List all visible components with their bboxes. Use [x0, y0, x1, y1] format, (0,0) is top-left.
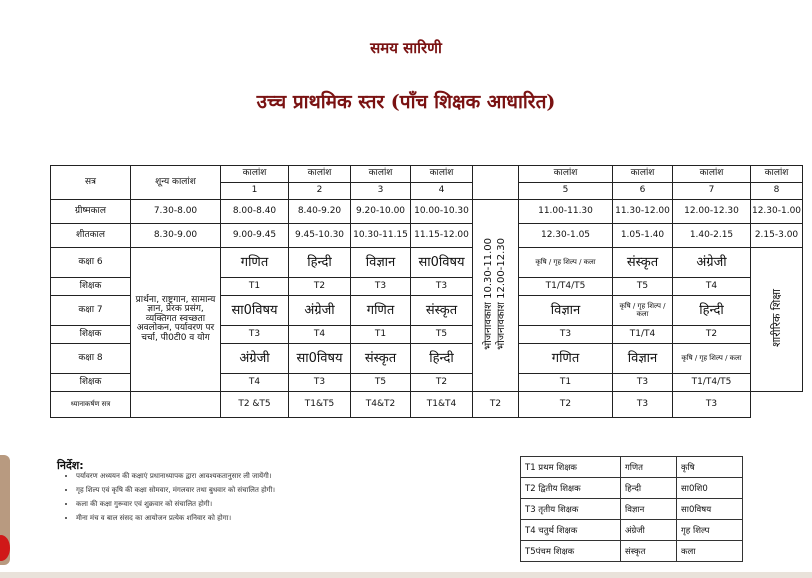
class7-subject: विज्ञान: [519, 296, 613, 326]
period-number: 1: [221, 183, 289, 200]
class7-teacher: T3: [221, 326, 289, 344]
class8-subject: संस्कृत: [351, 344, 411, 374]
notes-title: निर्देश:: [57, 459, 84, 472]
winter-time: 10.30-11.15: [351, 224, 411, 248]
period-number: 5: [519, 183, 613, 200]
summer-time: 10.00-10.30: [411, 200, 473, 224]
period-header: कालांश: [351, 166, 411, 183]
teacher-row-label: शिक्षक: [51, 374, 131, 392]
class6-subject: सा0विषय: [411, 248, 473, 278]
meditation-value: T3: [673, 392, 751, 418]
winter-time: 9.45-10.30: [289, 224, 351, 248]
lunch-summer: भोजनावकाश 10.30-11.00: [482, 237, 494, 350]
class6-subject: संस्कृत: [613, 248, 673, 278]
meditation-value: T2 &T5: [221, 392, 289, 418]
legend-teacher: T1 प्रथम शिक्षक: [521, 457, 621, 478]
meditation-zero-blank: [131, 392, 221, 418]
class6-teacher: T4: [673, 278, 751, 296]
class6-subject: गणित: [221, 248, 289, 278]
meditation-value: T2: [519, 392, 613, 418]
class6-subject: हिन्दी: [289, 248, 351, 278]
summer-time: 9.20-10.00: [351, 200, 411, 224]
period-header: कालांश: [289, 166, 351, 183]
class7-teacher: T1: [351, 326, 411, 344]
legend-teacher: T4 चतुर्थ शिक्षक: [521, 520, 621, 541]
period-header: कालांश: [673, 166, 751, 183]
legend-subject: अंग्रेजी: [621, 520, 677, 541]
class8-teacher: T1/T4/T5: [673, 374, 751, 392]
meditation-value: T1&T5: [289, 392, 351, 418]
period-header: कालांश: [613, 166, 673, 183]
legend-subject: हिन्दी: [621, 478, 677, 499]
class8-teacher: T1: [519, 374, 613, 392]
summer-time: 11.30-12.00: [613, 200, 673, 224]
teacher-legend: [520, 456, 743, 562]
summer-time: 8.40-9.20: [289, 200, 351, 224]
session-header: सत्र: [51, 166, 131, 200]
meditation-label: ध्यानाकर्षण सत्र: [51, 392, 131, 418]
legend-subject: विज्ञान: [621, 499, 677, 520]
lunch-winter: भोजनावकाश 12.00-12.30: [495, 237, 507, 350]
legend-teacher: T5पंचम शिक्षक: [521, 541, 621, 562]
class6-teacher: T3: [411, 278, 473, 296]
teacher-row-label: शिक्षक: [51, 326, 131, 344]
physical-education-cell: [751, 248, 803, 392]
legend-subject: कृषि: [677, 457, 743, 478]
winter-time: 9.00-9.45: [221, 224, 289, 248]
class8-teacher: T3: [289, 374, 351, 392]
class8-subject: विज्ञान: [613, 344, 673, 374]
class8-subject: अंग्रेजी: [221, 344, 289, 374]
legend-subject: गृह शिल्प: [677, 520, 743, 541]
class8-label: कक्षा 8: [51, 344, 131, 374]
period-header: कालांश: [519, 166, 613, 183]
class8-teacher: T4: [221, 374, 289, 392]
class7-teacher: T2: [673, 326, 751, 344]
class6-teacher: T5: [613, 278, 673, 296]
physical-education-label: शारीरिक शिक्षा: [769, 288, 783, 347]
class7-teacher: T5: [411, 326, 473, 344]
class7-subject: हिन्दी: [673, 296, 751, 326]
summer-zero-time: 7.30-8.00: [131, 200, 221, 224]
notes-list: [62, 472, 476, 528]
class6-subject: अंग्रेजी: [673, 248, 751, 278]
summer-time: 12.00-12.30: [673, 200, 751, 224]
page-title: समय सारिणी: [370, 39, 442, 57]
class8-teacher: T2: [411, 374, 473, 392]
class6-teacher: T1/T4/T5: [519, 278, 613, 296]
zero-period-activities: प्रार्थना, राष्ट्रगान, सामान्य ज्ञान, प्रेरक प्रसंग, व्यक्तिगत स्वच्छता अवलोकन, पर्यावरण पर चर्चा, पी0टी0 व योग: [131, 248, 221, 392]
legend-subject: सा0विषय: [677, 499, 743, 520]
bottom-strip: [0, 572, 812, 578]
period-header: कालांश: [411, 166, 473, 183]
meditation-value: T2: [473, 392, 519, 418]
timetable: [50, 165, 803, 418]
winter-time: 2.15-3.00: [751, 224, 803, 248]
class8-teacher: T3: [613, 374, 673, 392]
period-header: कालांश: [751, 166, 803, 183]
note-item: • कला की कक्षा गुरूवार एवं शुक्रवार को संचालित होगी।: [76, 500, 476, 509]
period-number: 8: [751, 183, 803, 200]
class6-teacher: T1: [221, 278, 289, 296]
meditation-value: T1&T4: [411, 392, 473, 418]
legend-teacher: T3 तृतीय शिक्षक: [521, 499, 621, 520]
class6-teacher: T2: [289, 278, 351, 296]
class7-teacher: T1/T4: [613, 326, 673, 344]
note-item: • मीना मंच व बाल संसद का आयोजन प्रत्येक शनिवार को होगा।: [76, 514, 476, 523]
period-header: कालांश: [221, 166, 289, 183]
period-number: 7: [673, 183, 751, 200]
class8-subject: हिन्दी: [411, 344, 473, 374]
summer-label: ग्रीष्मकाल: [51, 200, 131, 224]
class7-subject: गणित: [351, 296, 411, 326]
class7-subject: संस्कृत: [411, 296, 473, 326]
class6-subject: विज्ञान: [351, 248, 411, 278]
note-item: • पर्यावरण अध्ययन की कक्षाएं प्रधानाध्यापक द्वारा आवश्यकतानुसार ली जायेंगी।: [76, 472, 476, 481]
class7-teacher: T4: [289, 326, 351, 344]
class8-teacher: T5: [351, 374, 411, 392]
period-number: 3: [351, 183, 411, 200]
class6-label: कक्षा 6: [51, 248, 131, 278]
winter-label: शीतकाल: [51, 224, 131, 248]
class7-subject: सा0विषय: [221, 296, 289, 326]
class7-subject: कृषि / गृह शिल्प / कला: [613, 296, 673, 326]
meditation-value: T3: [613, 392, 673, 418]
winter-time: 1.05-1.40: [613, 224, 673, 248]
teacher-row-label: शिक्षक: [51, 278, 131, 296]
class7-subject: अंग्रेजी: [289, 296, 351, 326]
class6-teacher: T3: [351, 278, 411, 296]
summer-time: 11.00-11.30: [519, 200, 613, 224]
period-number: 2: [289, 183, 351, 200]
zero-period-header: शून्य कालांश: [131, 166, 221, 200]
winter-zero-time: 8.30-9.00: [131, 224, 221, 248]
legend-subject: कला: [677, 541, 743, 562]
period-number: 4: [411, 183, 473, 200]
legend-teacher: T2 द्वितीय शिक्षक: [521, 478, 621, 499]
class8-subject: गणित: [519, 344, 613, 374]
summer-time: 12.30-1.00: [751, 200, 803, 224]
summer-time: 8.00-8.40: [221, 200, 289, 224]
period-number: 6: [613, 183, 673, 200]
lunch-break-column: [473, 200, 519, 392]
class8-subject: सा0विषय: [289, 344, 351, 374]
class7-teacher: T3: [519, 326, 613, 344]
class6-subject: कृषि / गृह शिल्प / कला: [519, 248, 613, 278]
class7-label: कक्षा 7: [51, 296, 131, 326]
class8-subject: कृषि / गृह शिल्प / कला: [673, 344, 751, 374]
legend-subject: गणित: [621, 457, 677, 478]
winter-time: 11.15-12.00: [411, 224, 473, 248]
page-subtitle: उच्च प्राथमिक स्तर (पाँच शिक्षक आधारित): [256, 91, 556, 113]
legend-subject: सा0शि0: [677, 478, 743, 499]
meditation-value: T4&T2: [351, 392, 411, 418]
winter-time: 1.40-2.15: [673, 224, 751, 248]
lunch-header-blank: [473, 166, 519, 200]
legend-subject: संस्कृत: [621, 541, 677, 562]
note-item: • गृह शिल्प एवं कृषि की कक्षा सोमवार, मंगलवार तथा बुधवार को संचालित होगी।: [76, 486, 476, 495]
winter-time: 12.30-1.05: [519, 224, 613, 248]
